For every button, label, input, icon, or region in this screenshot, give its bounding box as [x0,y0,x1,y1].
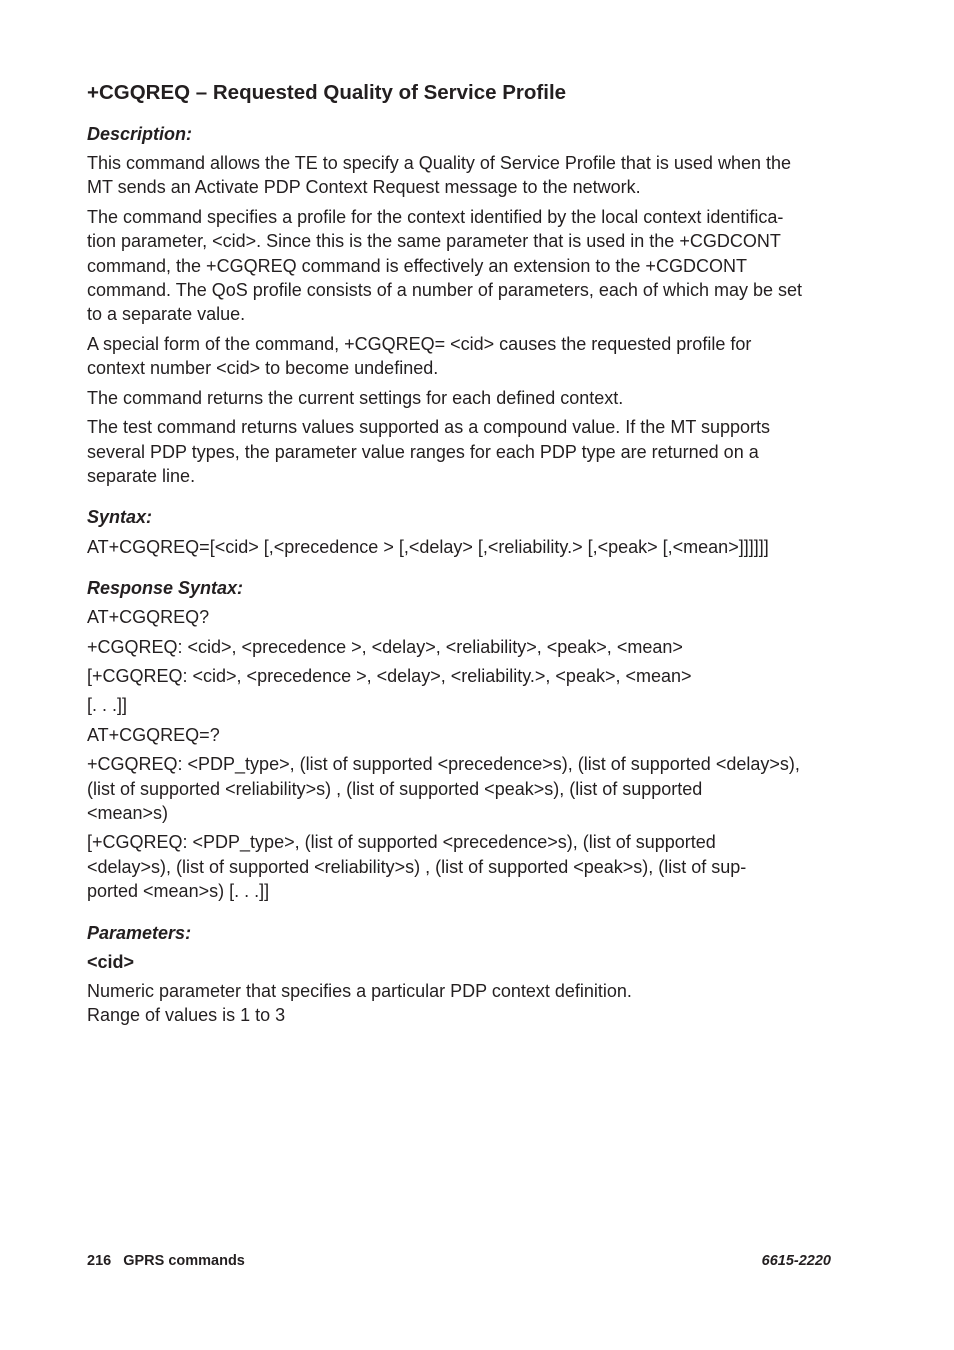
text-line: AT+CGQREQ=? [87,724,220,745]
response-item [87,723,837,747]
text-line: The command specifies a profile for the context identified by the local context identifica- [87,206,784,227]
response-syntax-heading: Response Syntax: [87,577,244,598]
syntax-line: AT+CGQREQ=[<cid> [,<precedence > [,<delay> [,<reliability.> [,<peak> [,<mean>]]]]]] [87,536,769,557]
text-line: <delay>s), (list of supported <reliability>s) , (list of supported <peak>s), (list of sup- [87,856,747,877]
response-item [87,752,837,825]
description-heading: Description: [87,123,193,144]
description-section [87,123,837,489]
text-line: A special form of the command, +CGQREQ= <cid> causes the requested profile for [87,333,752,354]
description-paragraph [87,386,837,410]
page-number: 216 [87,1253,112,1269]
response-item [87,605,837,629]
description-paragraph [87,332,837,381]
document-number: 6615-2220 [761,1253,831,1269]
description-paragraph [87,415,837,488]
response-syntax-section [87,577,837,904]
section-name: GPRS commands [123,1253,245,1269]
text-line: +CGQREQ: <cid>, <precedence >, <delay>, <reliability>, <peak>, <mean> [87,636,683,657]
text-line: (list of supported <reliability>s) , (list of supported <peak>s), (list of supported [87,778,703,799]
text-line: <mean>s) [87,802,169,823]
text-line: The command returns the current settings for each defined context. [87,387,624,408]
text-line: command. The QoS profile consists of a number of parameters, each of which may be set [87,280,803,301]
response-item [87,830,837,903]
description-paragraph [87,151,837,200]
text-line: The test command returns values supported as a compound value. If the MT supports [87,417,771,438]
text-line: several PDP types, the parameter value ranges for each PDP type are returned on a [87,441,759,462]
page-footer [87,1251,831,1271]
response-item [87,664,837,688]
description-paragraph [87,205,837,327]
text-line: tion parameter, <cid>. Since this is the same parameter that is used in the +CGDCONT [87,231,781,252]
parameter-description [87,979,837,1028]
page-content [87,80,837,1033]
text-line: [+CGQREQ: <cid>, <precedence >, <delay>, <reliability.>, <peak>, <mean> [87,665,692,686]
text-line: +CGQREQ: <PDP_type>, (list of supported <precedence>s), (list of supported <delay>s), [87,754,800,775]
syntax-section [87,506,837,558]
text-line: This command allows the TE to specify a Quality of Service Profile that is used when the [87,153,791,174]
text-line: context number <cid> to become undefined. [87,358,439,379]
text-line: MT sends an Activate PDP Context Request message to the network. [87,177,641,198]
syntax-heading: Syntax: [87,507,153,528]
response-item [87,635,837,659]
text-line: to a separate value. [87,304,246,325]
text-line: command, the +CGQREQ command is effectively an extension to the +CGDCONT [87,255,747,276]
text-line: ported <mean>s) [. . .]] [87,881,270,902]
text-line: AT+CGQREQ? [87,607,210,628]
text-line: Range of values is 1 to 3 [87,1005,286,1026]
text-line: Numeric parameter that specifies a particular PDP context definition. [87,980,632,1001]
text-line: separate line. [87,465,196,486]
text-line: [+CGQREQ: <PDP_type>, (list of supported <precedence>s), (list of supported [87,832,716,853]
text-line: [. . .]] [87,695,128,716]
parameters-heading: Parameters: [87,922,192,943]
parameter-name: <cid> [87,951,135,972]
page-title: +CGQREQ – Requested Quality of Service Profile [87,81,567,104]
parameters-section [87,922,837,1028]
response-item [87,693,837,717]
